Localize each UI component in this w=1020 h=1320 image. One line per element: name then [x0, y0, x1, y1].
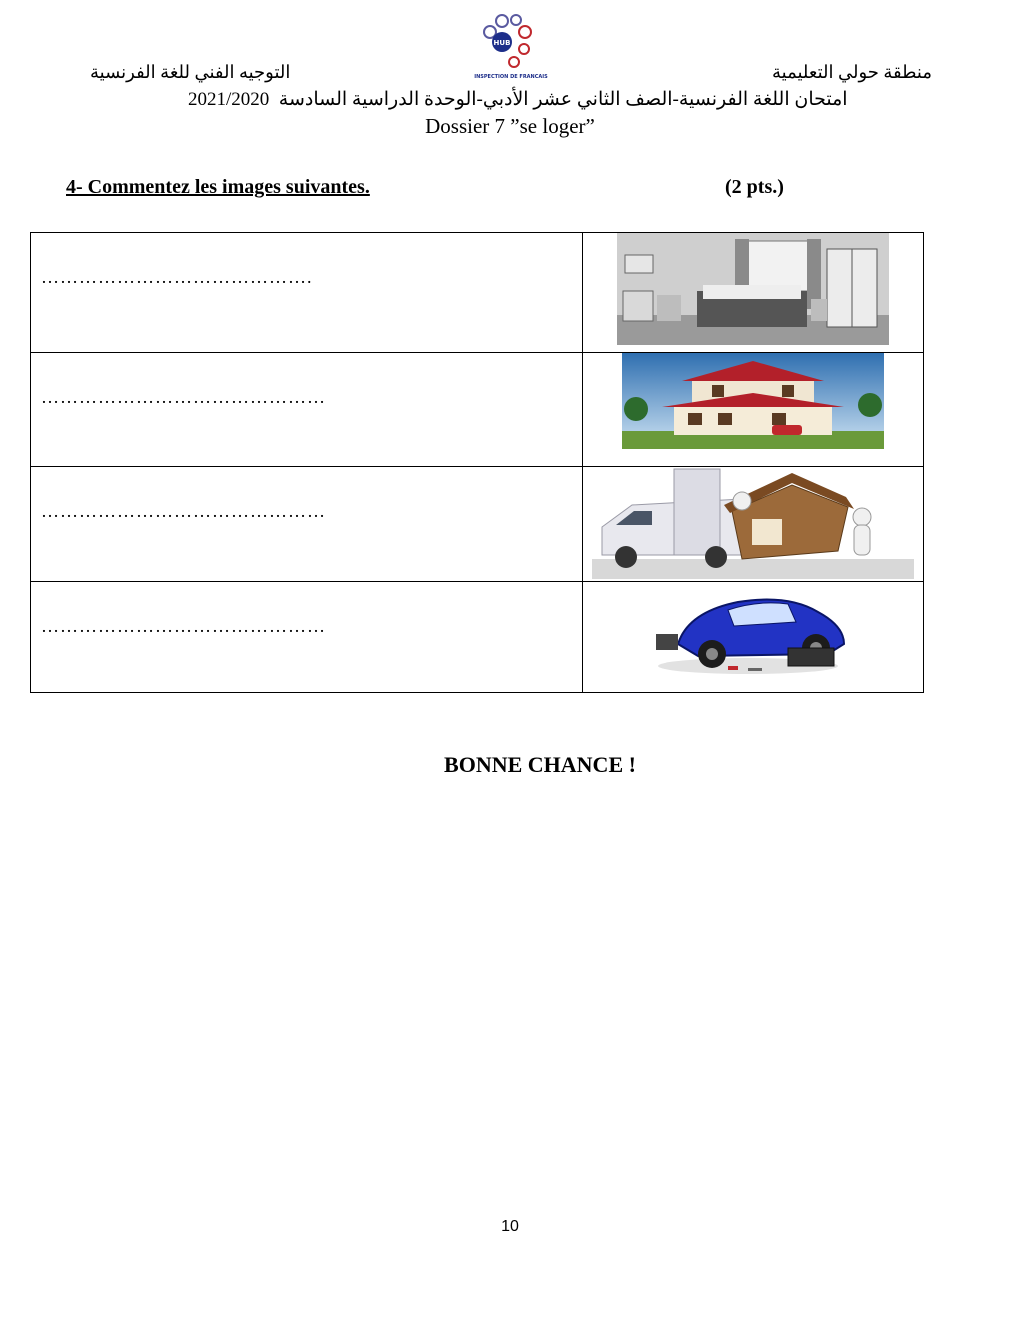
- answer-dots: ………………………………………: [41, 387, 326, 407]
- header-left-arabic: التوجيه الفني للغة الفرنسية: [90, 62, 291, 82]
- answer-dots: ………………………………………: [41, 616, 326, 636]
- question-points: (2 pts.): [725, 176, 784, 198]
- exam-line: [188, 88, 848, 111]
- answer-table: [30, 232, 924, 693]
- answer-dots: …………………………………….: [41, 267, 313, 287]
- table-row: [31, 233, 924, 353]
- answer-dots: ………………………………………: [41, 501, 326, 521]
- question-title: 4- Commentez les images suivantes.: [66, 176, 370, 198]
- house-image: [583, 353, 924, 467]
- logo-hub-text: HUB: [493, 39, 511, 47]
- broken-car-image: [583, 582, 924, 693]
- header-right-arabic: منطقة حولي التعليمية: [772, 62, 932, 82]
- page-number: 10: [501, 1218, 519, 1235]
- table-row: [31, 582, 924, 693]
- answer-cell[interactable]: [31, 353, 583, 467]
- exam-year: 2021/2020: [188, 89, 270, 110]
- logo-caption: INSPECTION DE FRANCAIS: [474, 74, 548, 80]
- answer-cell[interactable]: [31, 233, 583, 353]
- bedroom-image: [583, 233, 924, 353]
- answer-cell[interactable]: [31, 467, 583, 582]
- exam-line-arabic: امتحان اللغة الفرنسية-الصف الثاني عشر الأدبي-الوحدة الدراسية السادسة: [278, 89, 848, 110]
- table-row: [31, 467, 924, 582]
- answer-cell[interactable]: [31, 582, 583, 693]
- table-row: [31, 353, 924, 467]
- closing-text: BONNE CHANCE !: [444, 752, 636, 777]
- moving-van-image: [583, 467, 924, 582]
- inspection-logo: [468, 12, 554, 80]
- dossier-title: Dossier 7 ”se loger”: [425, 114, 595, 138]
